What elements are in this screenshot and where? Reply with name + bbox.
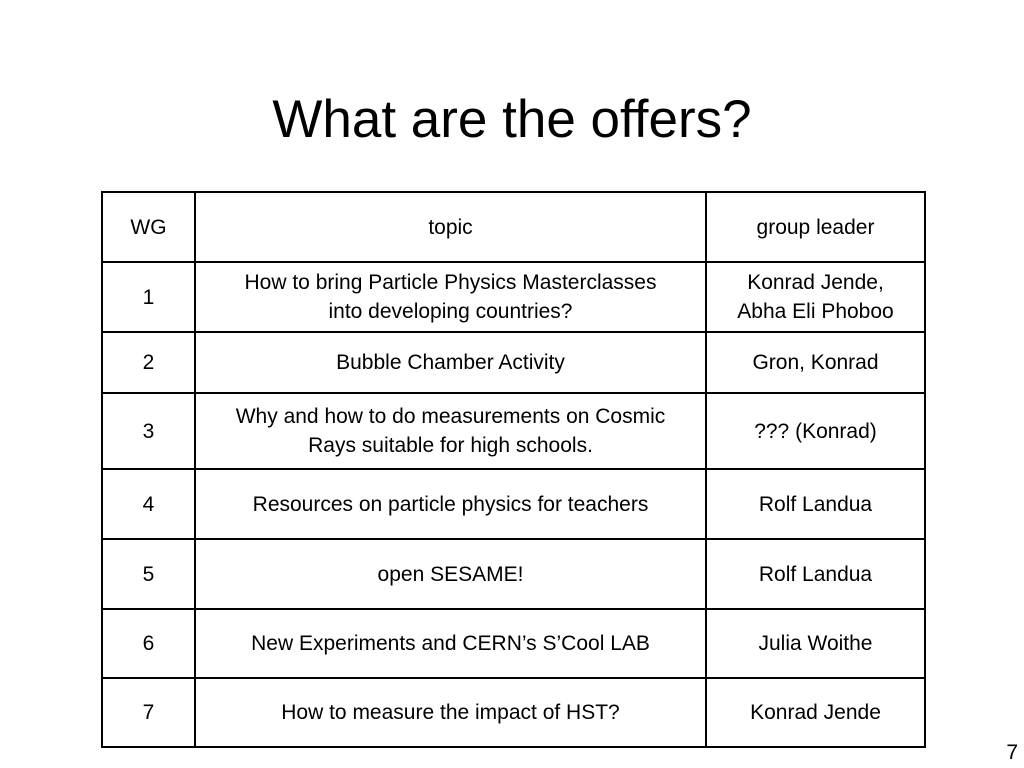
topic-cell [195,393,706,469]
group-leader-cell [706,678,925,747]
table-row [102,332,925,393]
table-row [102,393,925,469]
group-leader-cell [706,262,925,332]
wg-number: 5 [102,539,195,609]
table-header-row [102,192,925,262]
topic-cell [195,678,706,747]
wg-number: 2 [102,332,195,393]
leader-line: Julia Woithe [758,632,873,655]
leader-line: Rolf Landua [758,492,873,516]
topic-cell [195,609,706,678]
group-leader-cell [706,469,925,539]
leader-line: Rolf Landua [758,562,873,586]
topic-cell [195,539,706,609]
topic-cell [195,262,706,332]
topic-line: Why and how to do measurements on Cosmic [235,405,666,428]
wg-number: 6 [102,609,195,678]
offers-table [101,191,926,748]
leader-line: Gron, Konrad [752,351,879,374]
group-leader-cell [706,539,925,609]
header-wg: WG [102,192,195,262]
topic-line: Bubble Chamber Activity [336,351,565,374]
wg-number: 7 [102,678,195,747]
table-row [102,469,925,539]
wg-number: 3 [102,393,195,469]
topic-line: Resources on particle physics for teachers [252,492,649,516]
table-row [102,609,925,678]
wg-number: 1 [102,262,195,332]
table-row [102,262,925,332]
leader-line: ??? (Konrad) [754,419,877,443]
page-number: 7 [1006,741,1018,764]
topic-line: open SESAME! [377,562,524,586]
slide-title: What are the offers? [272,90,752,149]
leader-line: Konrad Jende [750,701,881,724]
header-topic: topic [195,192,706,262]
header-group-leader: group leader [706,192,925,262]
leader-line: Konrad Jende, [747,271,884,294]
group-leader-cell [706,609,925,678]
group-leader-cell [706,393,925,469]
topic-line: Rays suitable for high schools. [308,434,593,457]
topic-cell [195,332,706,393]
leader-line: Abha Eli Phoboo [737,300,894,323]
topic-cell [195,469,706,539]
topic-line: into developing countries? [328,300,573,323]
group-leader-cell [706,332,925,393]
table-row [102,539,925,609]
topic-line: New Experiments and CERN’s S’Cool LAB [251,632,650,655]
wg-number: 4 [102,469,195,539]
table-row [102,678,925,747]
topic-line: How to bring Particle Physics Masterclasses [244,271,657,294]
topic-line: How to measure the impact of HST? [281,701,620,724]
